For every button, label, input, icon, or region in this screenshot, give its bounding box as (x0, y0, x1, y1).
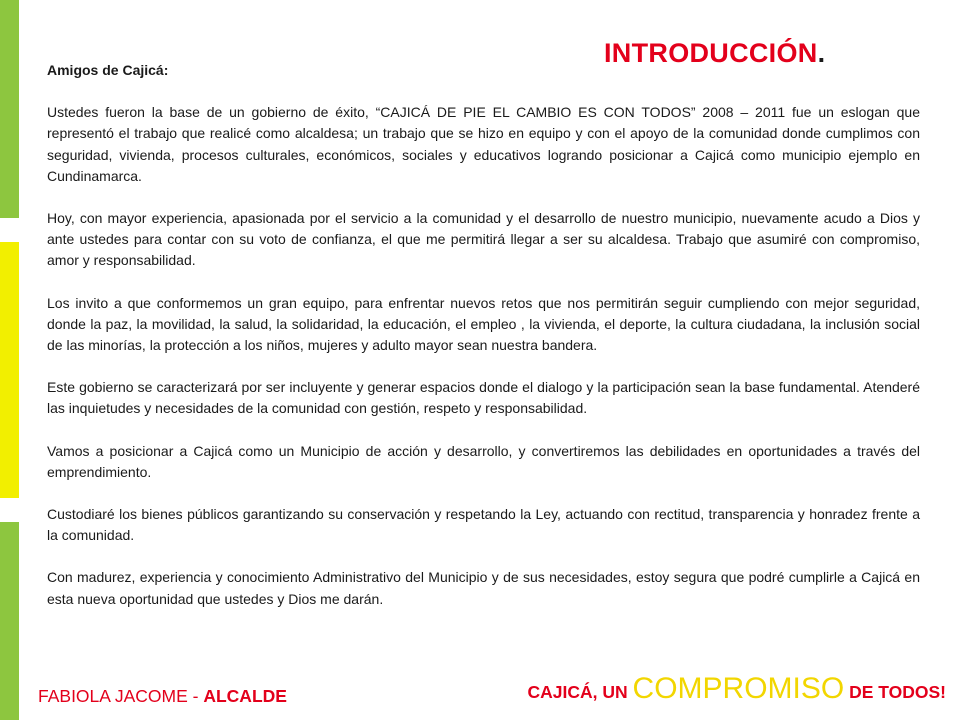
candidate-name: FABIOLA JACOME (38, 686, 188, 706)
paragraph-2: Hoy, con mayor experiencia, apasionada por el servicio a la comunidad y el desarrollo de nuestro municipio, nuevamente acudo a Dios y ante ustedes para contar con su voto de confianza, el que me permitirá llegar a ser su alcaldesa. Trabajo que asumiré con compromiso, amor y responsabilidad. (47, 210, 920, 269)
side-bar-gap-top (0, 218, 19, 242)
side-bar-green-top (0, 0, 19, 218)
side-bar-yellow (0, 242, 19, 498)
slogan-highlight: COMPROMISO (632, 672, 845, 705)
footer-slogan (528, 672, 946, 706)
signature-separator: - (187, 686, 204, 706)
paragraph-1: Ustedes fueron la base de un gobierno de éxito, “CAJICÁ DE PIE EL CAMBIO ES CON TODOS” 2008 – 2011 fue un eslogan que representó el trabajo que realicé como alcaldesa; un trabajo que se hizo en equipo y con el apoyo de la comunidad donde cumplimos con seguridad, vivienda, procesos culturales, económicos, sociales y educativos logrando posicionar a Cajicá como municipio ejemplo en Cundinamarca. (47, 104, 920, 184)
side-bar-green-bottom (0, 522, 19, 720)
side-bar-gap-bottom (0, 498, 19, 522)
greeting: Amigos de Cajicá: (47, 62, 169, 78)
paragraph-7: Con madurez, experiencia y conocimiento Administrativo del Municipio y de sus necesidades, estoy segura que podré cumplirle a Cajicá en esta nueva oportunidad que ustedes y Dios me darán. (47, 569, 920, 607)
candidate-role: ALCALDE (203, 686, 287, 706)
paragraph-4: Este gobierno se caracterizará por ser incluyente y generar espacios donde el dialogo y la participación sean la base fundamental. Atenderé las inquietudes y necesidades de la comunidad con gestión, respeto y responsabilidad. (47, 379, 920, 417)
footer-signature (38, 686, 287, 707)
paragraph-5: Vamos a posicionar a Cajicá como un Municipio de acción y desarrollo, y convertiremos las debilidades en oportunidades a través del emprendimiento. (47, 442, 920, 480)
paragraph-6: Custodiaré los bienes públicos garantizando su conservación y respetando la Ley, actuando con rectitud, transparencia y honradez frente a la comunidad. (47, 506, 920, 544)
letter-body (47, 60, 920, 631)
slogan-pre: CAJICÁ, UN (527, 682, 633, 702)
slide-title-dot: . (817, 38, 826, 68)
slide-title-text: INTRODUCCIÓN (604, 38, 818, 68)
slogan-post: DE TODOS! (844, 682, 946, 702)
paragraph-3: Los invito a que conformemos un gran equipo, para enfrentar nuevos retos que nos permitirán seguir cumpliendo con mejor seguridad, donde la paz, la movilidad, la salud, la solidaridad, la educación, el empleo , la vivienda, el deporte, la cultura ciudadana, la inclusión social de las minorías, la protección a los niños, mujeres y adulto mayor sean nuestra bandera. (47, 294, 920, 354)
